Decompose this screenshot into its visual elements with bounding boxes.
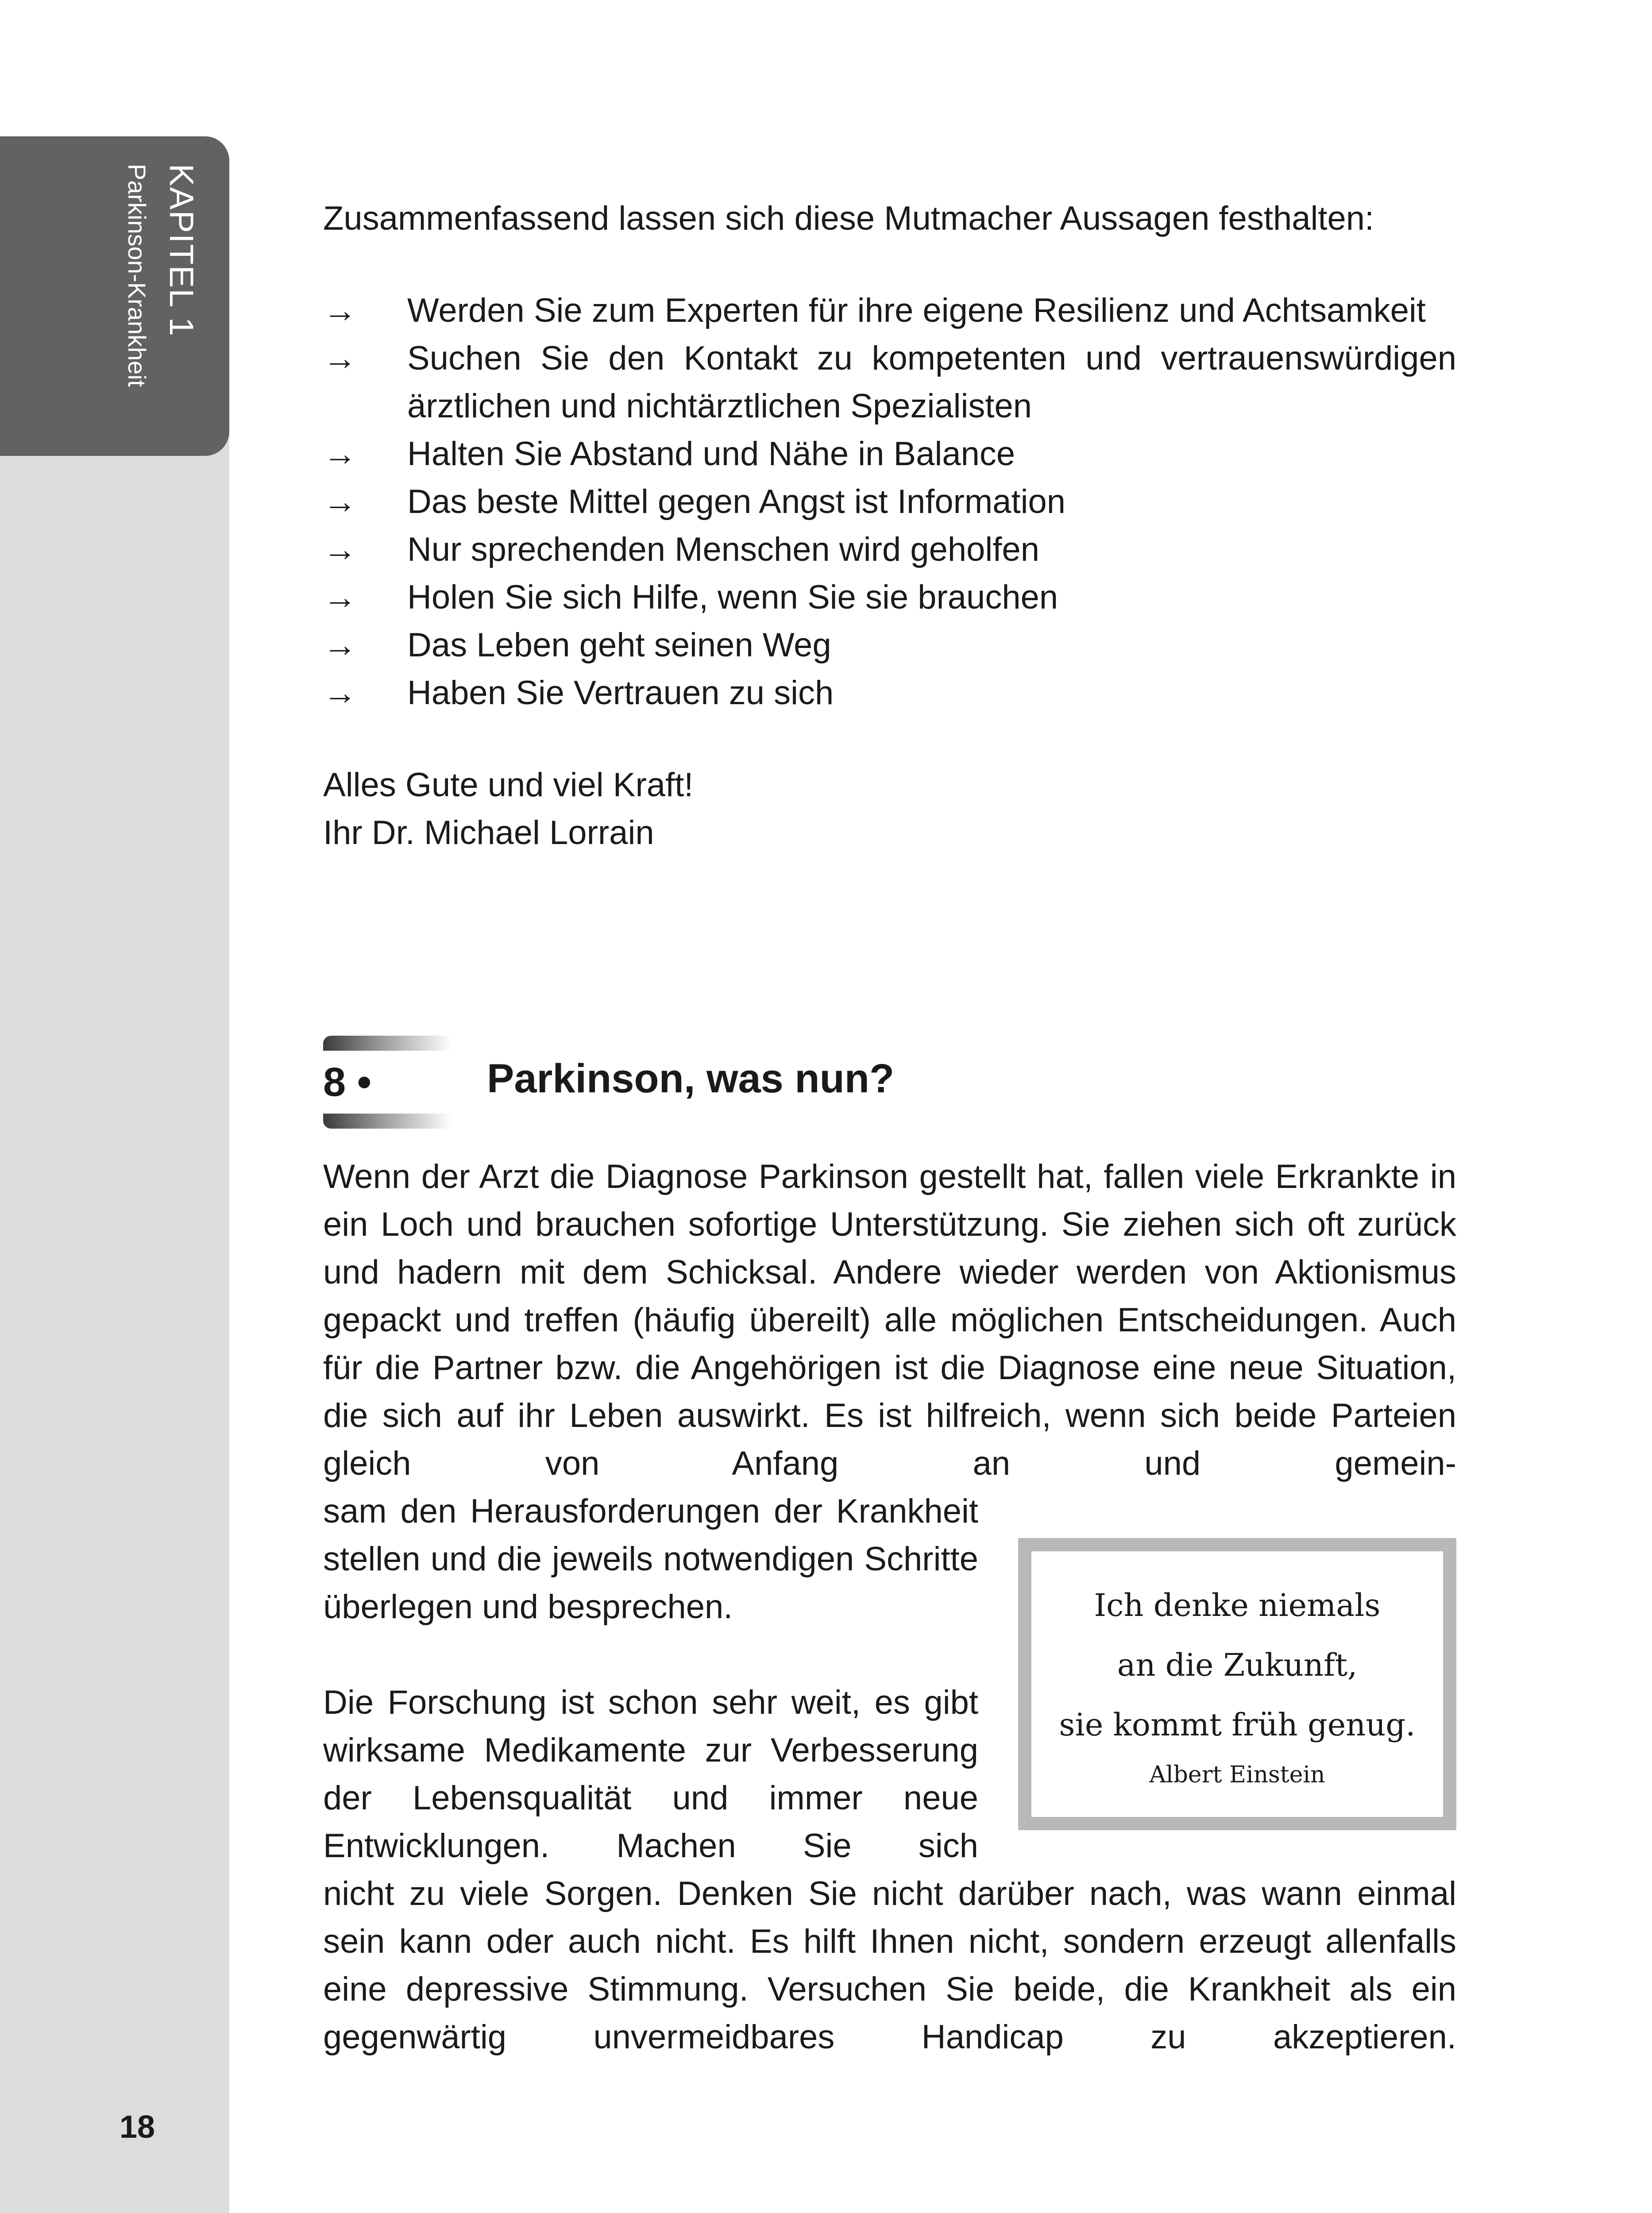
list-item [323,430,1456,478]
quote-line-1: Ich denke niemals [1094,1587,1381,1623]
list-item-text: Halten Sie Abstand und Nähe in Balance [407,435,1015,473]
heading-bar-bottom [323,1114,452,1129]
paragraph-1-full: Wenn der Arzt die Diagnose Parkinson gestellt hat, fallen viele Erkrankte in ein Loch und brauchen sofortige Unterstützung. Sie ziehen sich oft zurück und hadern mit dem Schicksal. Andere wieder werden von Aktionismus gepackt und treffen (häufig übereilt) alle möglichen Entscheidungen. Auch für die Partner bzw. die Angehörigen ist die Diagnose eine neue Situation, die sich auf ihr Leben auswirkt. Es ist hilfreich, wenn sich beide Parteien gleich von Anfang an und gemein- [323,1158,1456,1482]
list-item [323,574,1456,621]
encouragement-list [323,287,1456,717]
paragraph-2-full: nicht zu viele Sorgen. Denken Sie nicht darüber nach, was wann einmal sein kann oder auch nicht. Es hilft Ihnen nicht, sondern erzeugt allenfalls eine depressive Stimmung. Versuchen Sie beide, die Krankheit als ein gegenwärtig unvermeidbares Handicap zu akzeptieren. [323,1875,1456,2056]
quote-line-3: sie kommt früh genug. [1059,1707,1416,1743]
quote-box [1018,1538,1456,1830]
closing-signature: Ihr Dr. Michael Lorrain [323,814,654,852]
paragraph-1-narrow: sam den Herausforderungen der Krankheit stellen und die jeweils notwendigen Schritte überlegen und besprechen. [323,1492,978,1626]
list-item [323,478,1456,526]
arrow-icon: → [323,339,357,377]
list-item-text: Haben Sie Vertrauen zu sich [407,674,834,712]
list-item-text: Werden Sie zum Experten für ihre eigene Resilienz und Achtsamkeit [407,292,1426,329]
quote-text [1031,1576,1443,1755]
list-item [323,526,1456,574]
arrow-icon: → [323,578,357,616]
closing [323,761,1456,857]
heading-bar-top [323,1036,452,1051]
chapter-subtitle: Parkinson-Krankheit [123,164,151,387]
quote-line-2: an die Zukunft, [1117,1647,1358,1683]
chapter-title: KAPITEL 1 [162,164,200,337]
list-item-text: Das beste Mittel gegen Angst ist Information [407,483,1066,520]
arrow-icon: → [323,483,357,520]
list-item [323,669,1456,717]
section-number: 8 • [323,1060,371,1105]
list-item-text: Holen Sie sich Hilfe, wenn Sie sie brauchen [407,578,1058,616]
paragraph-2-narrow: Die Forschung ist schon sehr weit, es gibt wirksame Medikamente zur Verbesserung der Lebensqualität und immer neue Entwicklungen. Machen Sie sich [323,1684,978,1865]
arrow-icon: → [323,292,357,329]
quote-author: Albert Einstein [1149,1762,1325,1788]
list-item [323,335,1456,430]
list-item [323,621,1456,669]
closing-greeting: Alles Gute und viel Kraft! [323,766,694,804]
section-title: Parkinson, was nun? [487,1056,895,1101]
list-item-text: Nur sprechenden Menschen wird geholfen [407,531,1039,568]
page-number: 18 [119,2109,155,2145]
arrow-icon: → [323,435,357,473]
chapter-label [121,164,201,387]
list-item [323,287,1456,335]
section-heading [323,1036,1456,1129]
list-item-text: Suchen Sie den Kontakt zu kompetenten und vertrauenswürdigen ärztlichen und nichtärztlichen Spezialisten [407,339,1456,425]
arrow-icon: → [323,531,357,568]
arrow-icon: → [323,674,357,712]
main-content [323,195,1456,857]
intro-paragraph: Zusammenfassend lassen sich diese Mutmacher Aussagen festhalten: [323,200,1374,237]
list-item-text: Das Leben geht seinen Weg [407,626,831,664]
arrow-icon: → [323,626,357,664]
